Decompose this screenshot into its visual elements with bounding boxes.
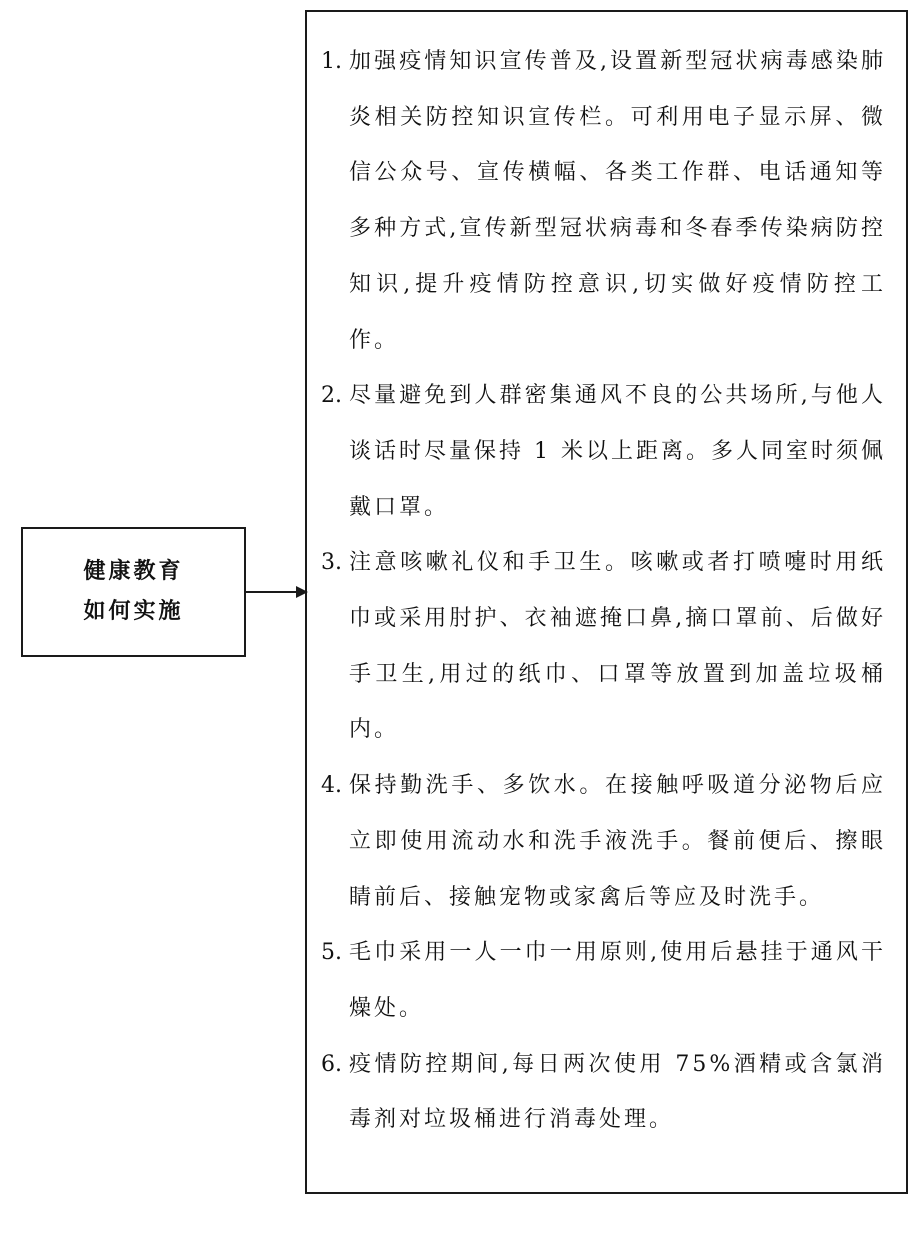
measure-text: 保持勤洗手、多饮水。在接触呼吸道分泌物后应立即使用流动水和洗手液洗手。餐前便后、擦眼睛前后、接触宠物或家禽后等应及时洗手。 bbox=[349, 773, 886, 910]
measure-item bbox=[321, 368, 886, 535]
measure-number: 3. bbox=[321, 550, 342, 576]
measure-text: 注意咳嗽礼仪和手卫生。咳嗽或者打喷嚏时用纸巾或采用肘护、衣袖遮掩口鼻,摘口罩前、后做好手卫生,用过的纸巾、口罩等放置到加盖垃圾桶内。 bbox=[349, 550, 886, 743]
measure-text: 加强疫情知识宣传普及,设置新型冠状病毒感染肺炎相关防控知识宣传栏。可利用电子显示屏、微信公众号、宣传横幅、各类工作群、电话通知等多种方式,宣传新型冠状病毒和冬春季传染病防控知识,提升疫情防控意识,切实做好疫情防控工作。 bbox=[349, 49, 886, 353]
topic-box bbox=[21, 527, 246, 657]
measure-item bbox=[321, 34, 886, 368]
measure-item bbox=[321, 925, 886, 1036]
measure-number: 6. bbox=[321, 1051, 342, 1077]
measure-item bbox=[321, 758, 886, 925]
measure-text: 尽量避免到人群密集通风不良的公共场所,与他人谈话时尽量保持 1 米以上距离。多人同室时须佩戴口罩。 bbox=[349, 383, 886, 520]
measures-box bbox=[305, 10, 908, 1194]
connector-arrow bbox=[246, 582, 308, 602]
measure-item bbox=[321, 1037, 886, 1148]
measure-number: 1. bbox=[321, 49, 342, 74]
measure-number: 2. bbox=[321, 383, 342, 409]
measure-text: 毛巾采用一人一巾一用原则,使用后悬挂于通风干燥处。 bbox=[349, 940, 886, 1021]
topic-line-1: 健康教育 bbox=[83, 559, 184, 584]
measure-number: 4. bbox=[321, 773, 342, 799]
measure-item bbox=[321, 535, 886, 758]
measure-text: 疫情防控期间,每日两次使用 75%酒精或含氯消毒剂对垃圾桶进行消毒处理。 bbox=[349, 1051, 886, 1133]
measure-number: 5. bbox=[321, 940, 342, 966]
topic-line-2: 如何实施 bbox=[83, 599, 184, 624]
